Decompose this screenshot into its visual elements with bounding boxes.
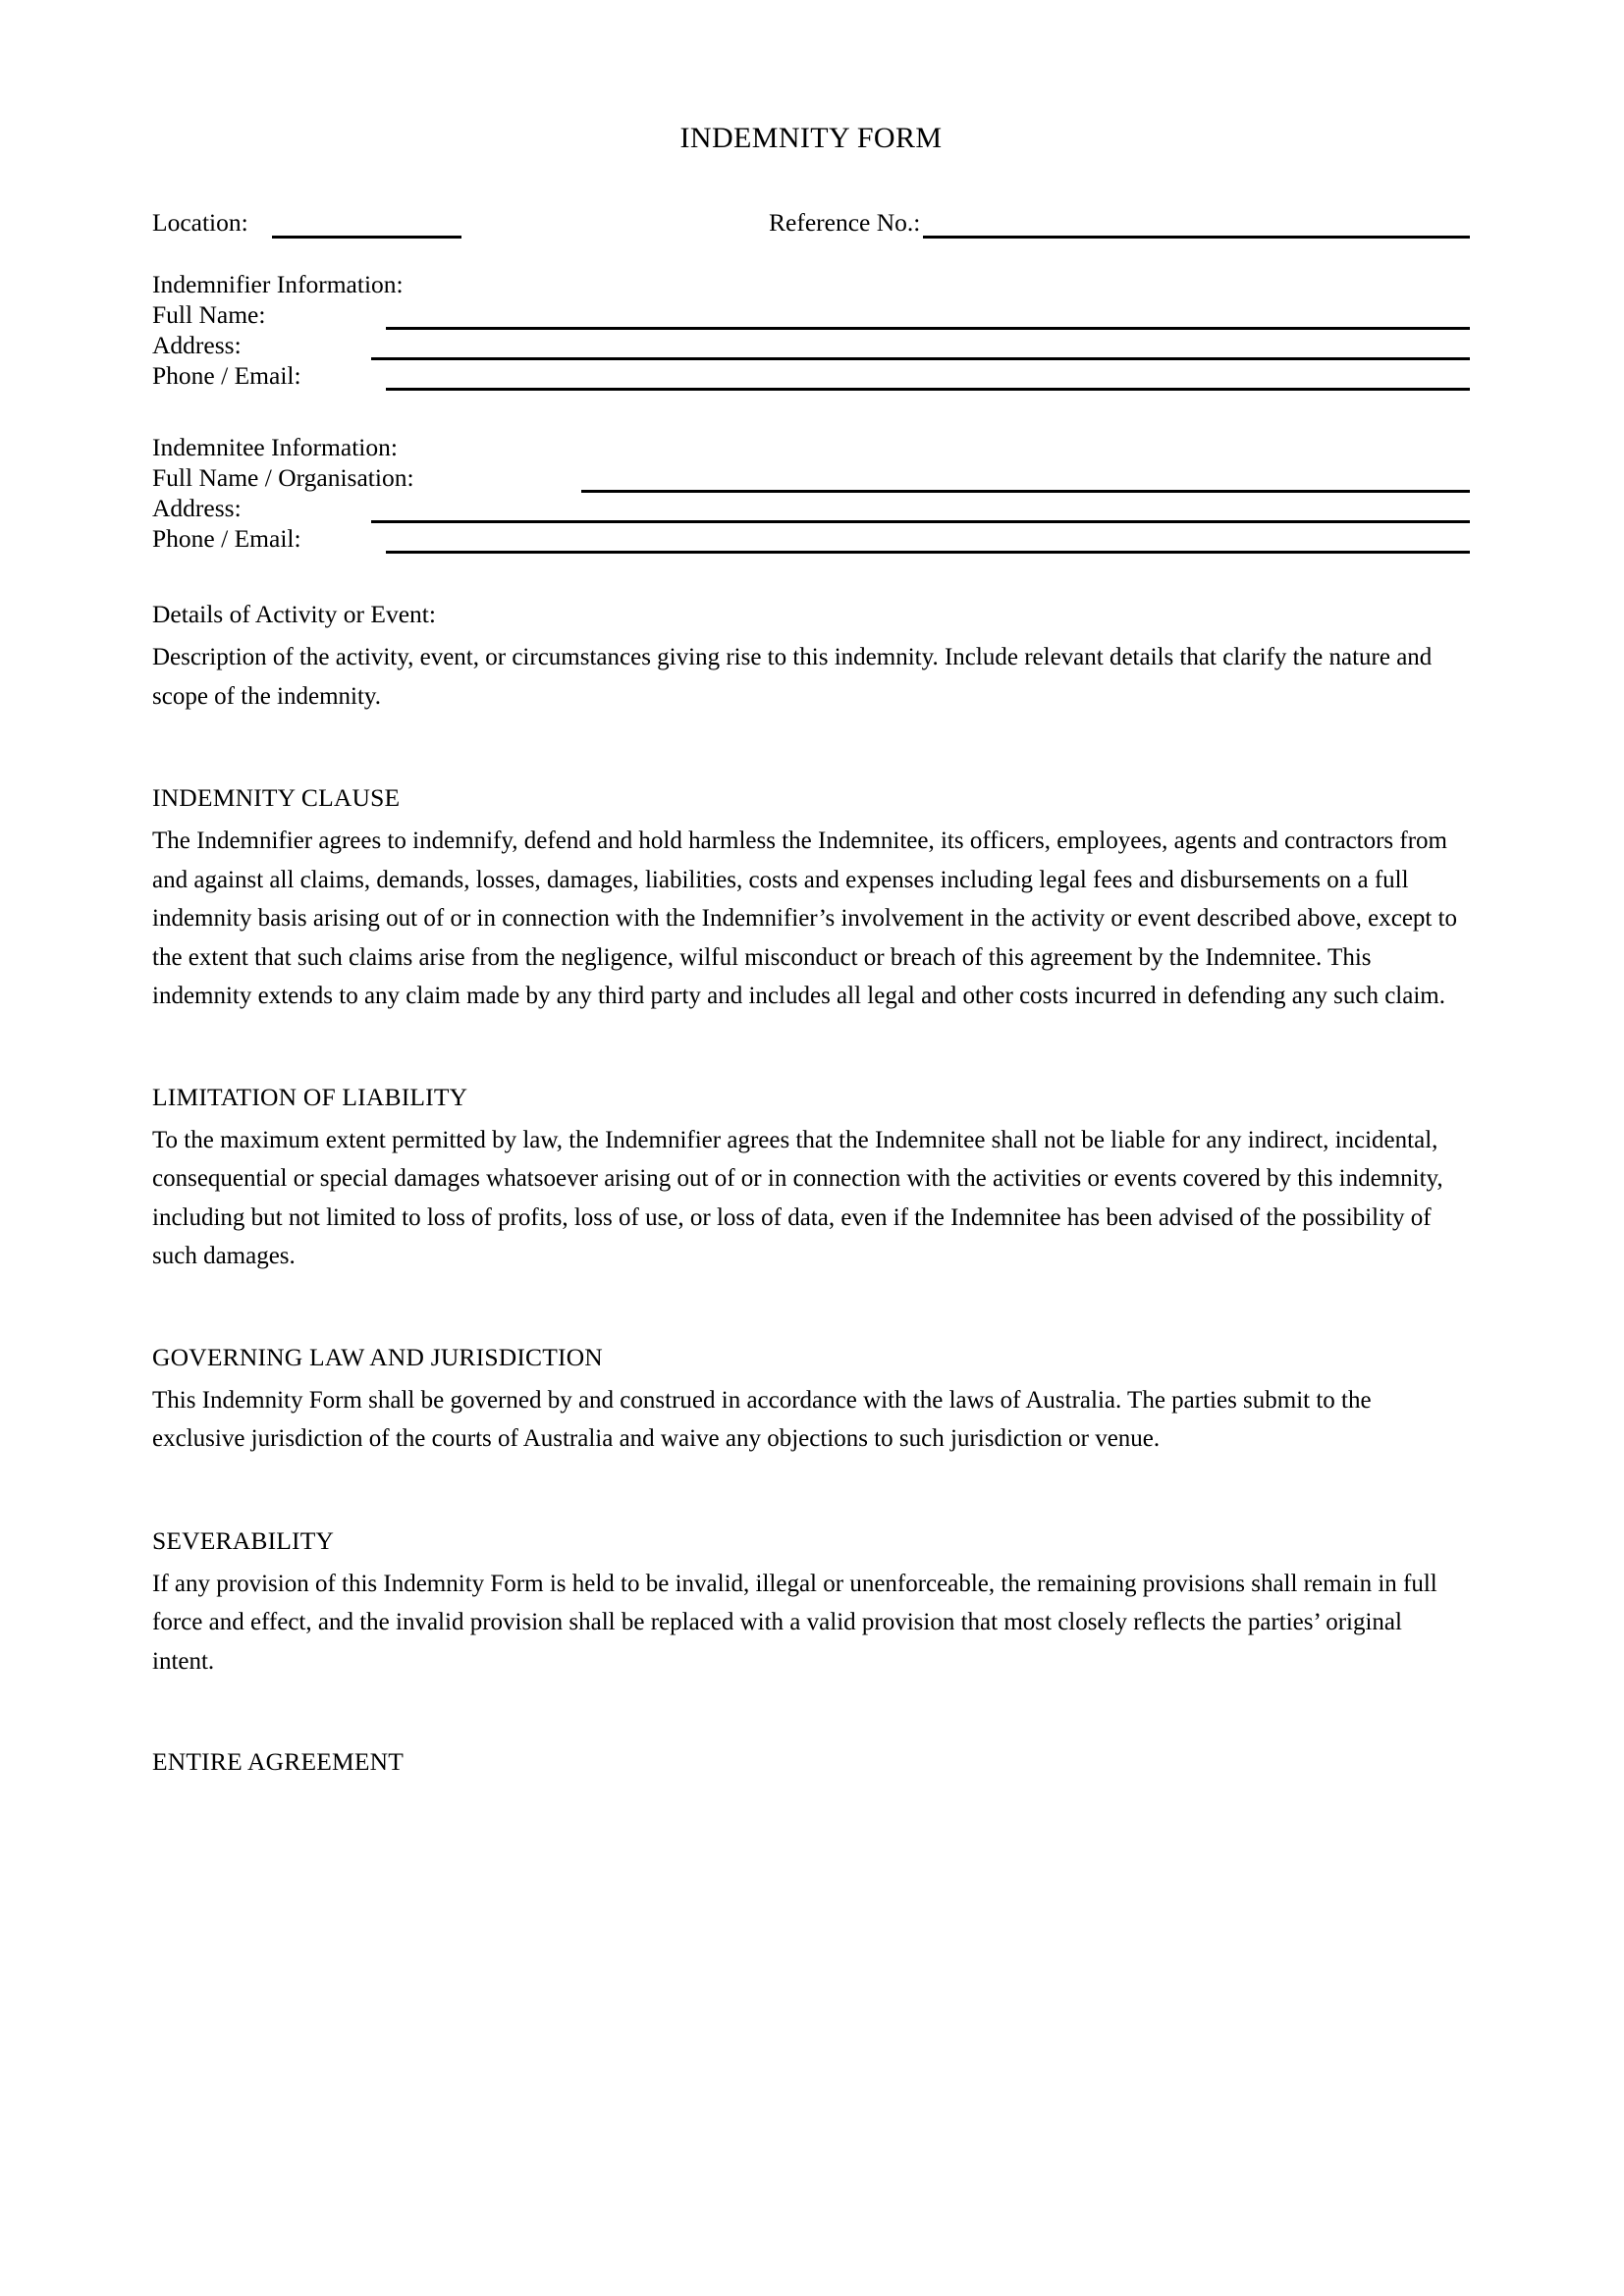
indemnifier-full-name-row	[152, 299, 1470, 330]
indemnitee-phone-email-label: Phone / Email:	[152, 524, 301, 553]
section-body-limitation-of-liability: To the maximum extent permitted by law, the Indemnifier agrees that the Indemnitee shall not be liable for any indirect, incidental, consequential or special damages whatsoever arising out of or in connection with the activities or events covered by this indemnity, including but not limited to loss of profits, loss of use, or loss of data, even if the Indemnitee has been advised of the possibility of such damages.	[152, 1126, 1443, 1269]
reference-no-label: Reference No.:	[769, 208, 921, 237]
indemnitee-heading: Indemnitee Information:	[152, 433, 398, 461]
section-heading-governing-law: GOVERNING LAW AND JURISDICTION	[152, 1342, 603, 1371]
activity-details-label: Details of Activity or Event:	[152, 600, 436, 628]
indemnifier-section	[152, 269, 1470, 391]
indemnitee-phone-email-row	[152, 523, 1470, 554]
section-limitation-of-liability	[152, 1082, 1470, 1276]
indemnifier-address-label: Address:	[152, 331, 242, 359]
section-body-indemnity-clause: The Indemnifier agrees to indemnify, defend and hold harmless the Indemnitee, its officers, employees, agents and contractors from and against all claims, demands, losses, damages, liabilities, costs and expenses including legal fees and disbursements on a full indemnity basis arising out of or in connection with the Indemnifier’s involvement in the activity or event described above, except to the extent that such claims arise from the negligence, wilful misconduct or breach of this agreement by the Indemnitee. This indemnity extends to any claim made by any third party and includes all legal and other costs incurred in defending any such claim.	[152, 828, 1458, 1009]
section-heading-entire-agreement: ENTIRE AGREEMENT	[152, 1747, 405, 1776]
section-body-severability: If any provision of this Indemnity Form is held to be invalid, illegal or unenforceable, the remaining provisions shall remain in full force and effect, and the invalid provision shall be replaced with a valid provision that most closely reflects the parties’ original intent.	[152, 1570, 1437, 1675]
indemnifier-phone-email-label: Phone / Email:	[152, 361, 301, 390]
section-indemnity-clause	[152, 782, 1470, 1016]
section-heading-limitation-of-liability: LIMITATION OF LIABILITY	[152, 1082, 468, 1111]
activity-details-description: Description of the activity, event, or circumstances giving rise to this indemnity. Include relevant details that clarify the nature and scope of the indemnity.	[152, 644, 1433, 710]
indemnifier-heading: Indemnifier Information:	[152, 270, 404, 298]
indemnifier-address-row	[152, 330, 1470, 360]
indemnifier-phone-email-input[interactable]	[386, 388, 1470, 391]
indemnitee-full-name-row	[152, 462, 1470, 493]
indemnifier-full-name-label: Full Name:	[152, 300, 266, 329]
location-label: Location:	[152, 208, 248, 237]
indemnitee-section	[152, 432, 1470, 554]
section-body-governing-law: This Indemnity Form shall be governed by and construed in accordance with the laws of Australia. The parties submit to the exclusive jurisdiction of the courts of Australia and waive any objections to such jurisdiction or venue.	[152, 1386, 1372, 1452]
header-fields-row	[152, 208, 1470, 251]
indemnifier-phone-email-row	[152, 360, 1470, 391]
page-title: INDEMNITY FORM	[679, 122, 943, 154]
section-severability	[152, 1525, 1470, 1682]
location-input[interactable]	[272, 236, 461, 239]
indemnitee-address-row	[152, 493, 1470, 523]
document-content	[152, 0, 1470, 1777]
indemnitee-phone-email-input[interactable]	[386, 551, 1470, 554]
section-heading-severability: SEVERABILITY	[152, 1525, 335, 1555]
section-entire-agreement	[152, 1746, 1470, 1777]
section-governing-law	[152, 1342, 1470, 1459]
indemnitee-full-name-label: Full Name / Organisation:	[152, 463, 414, 492]
activity-details-section	[152, 599, 1470, 716]
reference-no-input[interactable]	[923, 236, 1470, 239]
section-heading-indemnity-clause: INDEMNITY CLAUSE	[152, 783, 401, 812]
indemnitee-address-label: Address:	[152, 494, 242, 522]
